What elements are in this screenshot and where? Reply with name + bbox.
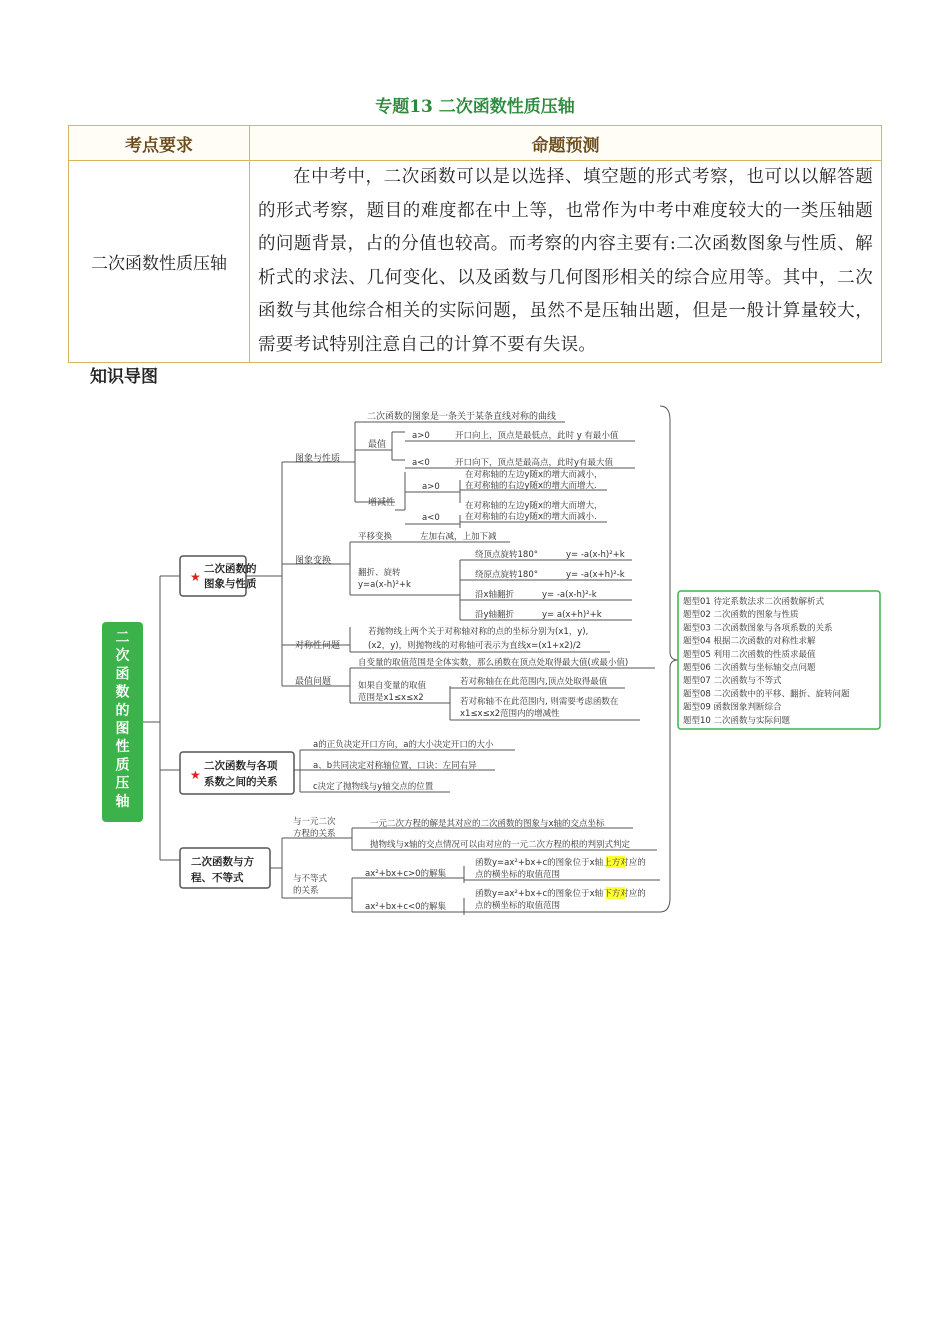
inc-a-positive-text1: 在对称轴的左边y随x的增大而减小，: [465, 470, 603, 480]
rotate-vertex: 绕顶点旋转180°: [475, 550, 538, 560]
problem-type-item: 题型07 二次函数与不等式: [683, 676, 782, 687]
ineq-gt-desc-l2: 点的横坐标的取值范围: [475, 870, 561, 880]
sub1-node1: 二次函数的图象是一条关于某条直线对称的曲线: [367, 412, 557, 422]
problem-type-item: 题型08 二次函数中的平移、翻折、旋转问题: [683, 689, 850, 700]
root-char: 函: [115, 666, 130, 683]
ineq-gt-desc-l1: 函数y=ax²+bx+c的图象位于x轴上方对应的: [475, 858, 646, 868]
sub1-max-label: 最值: [368, 440, 387, 450]
root-char: 压: [115, 775, 130, 792]
problem-type-item: 题型06 二次函数与坐标轴交点问题: [683, 663, 816, 673]
ineq-lt-desc-l1: 函数y=ax²+bx+c的图象位于x轴下方对应的: [475, 889, 646, 899]
root-char: 图: [115, 721, 130, 737]
symmetry-text1: 若抛物线上两个关于对称轴对称的点的坐标分别为(x1，y),: [368, 627, 589, 637]
coef-rule1: a的正负决定开口方向，a的大小决定开口的大小: [313, 740, 494, 750]
flip-label-l2: y=a(x-h)²+k: [358, 580, 411, 590]
extreme-case2-l2: x1≤x≤x2范围内的增减性: [460, 709, 560, 719]
sub1-inc-label: 增减性: [368, 498, 396, 508]
branch3-label-l1: 二次函数与方: [191, 856, 254, 868]
col-header-prediction: 命题预测: [250, 126, 882, 161]
max-a-positive: a>0: [412, 431, 430, 441]
sub3-label: 对称性问题: [295, 641, 341, 651]
eq-relation-l1: 与一元二次: [293, 817, 336, 827]
rotate-origin-formula: y= -a(x+h)²-k: [566, 570, 625, 580]
ineq-lt-desc-l2: 点的横坐标的取值范围: [475, 901, 561, 911]
eq-rule1: 一元二次方程的解是其对应的二次函数的图象与x轴的交点坐标: [370, 819, 605, 829]
inc-a-negative-text2: 在对称轴的右边y随x的增大而减小.: [465, 512, 597, 522]
eq-relation-l2: 方程的关系: [293, 829, 336, 839]
root-char: 的: [115, 702, 130, 719]
flip-y-formula: y= a(x+h)²+k: [542, 610, 602, 620]
sub4-label: 最值问题: [295, 677, 332, 687]
coef-rule2: a、b共同决定对称轴位置，口诀：左同右异: [313, 761, 477, 771]
col-header-requirement: 考点要求: [69, 126, 250, 161]
eq-rule2: 抛物线与x轴的交点情况可以由对应的一元二次方程的根的判别式判定: [370, 840, 631, 850]
inc-a-negative: a<0: [422, 513, 440, 523]
root-char: 二: [115, 630, 130, 646]
inc-a-positive-text2: 在对称轴的右边y随x的增大而增大.: [465, 481, 597, 491]
branch1-label-l2: 图象与性质: [204, 578, 257, 590]
root-char: 轴: [115, 793, 130, 810]
problem-type-item: 题型03 二次函数图象与各项系数的关系: [683, 623, 833, 634]
coef-rule3: c决定了抛物线与y轴交点的位置: [313, 782, 434, 792]
problem-type-item: 题型05 利用二次函数的性质求最值: [683, 649, 816, 660]
star-icon: ★: [190, 768, 201, 782]
root-char: 次: [115, 648, 130, 665]
root-char: 性: [115, 739, 130, 756]
shift-text: 左加右减，上加下减: [420, 532, 497, 542]
shift-label: 平移变换: [358, 532, 393, 542]
branch3-label-l2: 程、不等式: [191, 872, 244, 884]
rotate-origin: 绕原点旋转180°: [475, 570, 538, 580]
row-topic-cell: 二次函数性质压轴: [69, 161, 250, 363]
page-title: 专题13 二次函数性质压轴: [375, 97, 575, 117]
extreme-cond-l1: 如果自变量的取值: [358, 681, 427, 691]
sub2-label: 图象变换: [295, 556, 332, 566]
extreme-cond-l2: 范围是x1≤x≤x2: [358, 693, 424, 703]
section-heading: 知识导图: [90, 367, 158, 387]
ineq-lt-label: ax²+bx+c<0的解集: [365, 902, 447, 912]
problem-type-item: 题型01 待定系数法求二次函数解析式: [683, 597, 825, 607]
max-a-positive-text: 开口向上，顶点是最低点，此时 y 有最小值: [455, 431, 619, 441]
flip-x-formula: y= -a(x-h)²-k: [542, 590, 597, 600]
branch2-label-l2: 系数之间的关系: [204, 776, 278, 788]
ineq-relation-l1: 与不等式: [293, 874, 328, 884]
branch1-label-l1: 二次函数的: [204, 563, 257, 575]
max-a-negative-text: 开口向下，顶点是最高点，此时y有最大值: [455, 458, 614, 468]
star-icon: ★: [190, 570, 201, 584]
flip-y: 沿y轴翻折: [475, 610, 515, 620]
problem-type-item: 题型09 函数图象判断综合: [683, 702, 782, 713]
problem-type-item: 题型04 根据二次函数的对称性求解: [683, 636, 816, 647]
root-char: 数: [115, 684, 130, 701]
rotate-vertex-formula: y= -a(x-h)²+k: [566, 550, 625, 560]
flip-x: 沿x轴翻折: [475, 590, 515, 600]
flip-label-l1: 翻折、旋转: [358, 568, 401, 578]
extreme-case1: 若对称轴在在此范围内,顶点处取得最值: [460, 677, 608, 687]
problem-type-item: 题型02 二次函数的图象与性质: [683, 610, 799, 621]
symmetry-text2: (x2，y)，则抛物线的对称轴可表示为直线x=(x1+x2)/2: [368, 641, 582, 651]
extreme-all-real: 自变量的取值范围是全体实数，那么函数在顶点处取得最大值(或最小值): [358, 658, 629, 668]
branch2-label-l1: 二次函数与各项: [204, 760, 278, 772]
root-char: 质: [115, 757, 130, 774]
inc-a-negative-text1: 在对称轴的左边y随x的增大而增大，: [465, 501, 603, 511]
inc-a-positive: a>0: [422, 482, 440, 492]
max-a-negative: a<0: [412, 458, 430, 468]
row-prediction-cell: 在中考中，二次函数可以是以选择、填空题的形式考察，也可以以解答题的形式考察，题目的难度都在中上等，也常作为中考中难度较大的一类压轴题的问题背景，占的分值也较高。而考察的内容主要有:二次函数图象与性质、解析式的求法、几何变化、以及函数与几何图形相关的综合应用等。其中，二次函数与其他综合相关的实际问题，虽然不是压轴出题，但是一般计算量较大，需要考试特别注意自己的计算不要有失误。: [250, 161, 882, 363]
problem-type-item: 题型10 二次函数与实际问题: [683, 715, 791, 726]
ineq-relation-l2: 的关系: [293, 886, 319, 896]
extreme-case2-l1: 若对称轴不在此范围内, 则需要考虑函数在: [460, 697, 619, 707]
sub1-label: 图象与性质: [295, 454, 341, 464]
ineq-gt-label: ax²+bx+c>0的解集: [365, 869, 447, 879]
